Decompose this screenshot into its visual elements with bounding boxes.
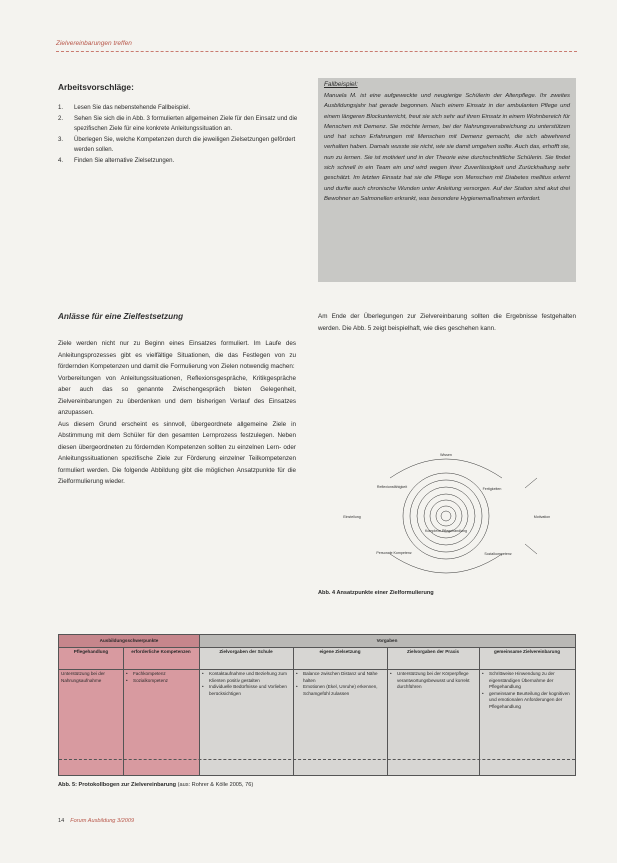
column-header: Zielvorgaben der Praxis xyxy=(387,647,479,669)
figure-5-caption: Abb. 5: Protokollbogen zur Zielvereinbarung (aus: Rohrer & Kölle 2005, 76) xyxy=(58,782,254,788)
diagram-label-lower-right: Sozialkompetenz xyxy=(484,552,512,556)
diagram-label-upper-left: Reflexionsfähigkeit xyxy=(376,485,408,489)
paragraph: Aus diesem Grund erscheint es sinnvoll, übergeordnete allgemeine Ziele in Abstimmung mit dem Schüler für den gesamten Lernprozess festzulegen. Neben diesen übergeordneten zu fördernden Kompetenzen sollten zu einzelnen Lern- oder Anleitungssituationen spezifische Ziele zur Förderung einzelner Teilkompetenzen formuliert werden. Die folgende Abbildung gibt die möglichen Ansatzpunkte für die Zielformulierung wieder. xyxy=(58,420,296,485)
table-cell: • Unterstützung bei der Körperpflege verantwortungsbewusst und korrekt durchführen xyxy=(387,669,479,775)
diagram-label-lower-left: Personale Kompetenz xyxy=(376,551,412,555)
figure-4-caption: Abb. 4 Ansatzpunkte einer Zielformulierung xyxy=(318,590,434,596)
right-column-text: Am Ende der Überlegungen zur Zielvereinbarung sollten die Ergebnisse festgehalten werden. Die Abb. 5 zeigt beispielhaft, wie dies geschehen kann. xyxy=(318,313,576,332)
table-group-header: Vorgaben xyxy=(199,635,575,647)
diagram-label-top: Wissen xyxy=(440,453,452,457)
diagram-label-left: Einstellung xyxy=(343,515,361,519)
section-heading: Anlässe für eine Zielfestsetzung xyxy=(58,312,184,321)
column-header: Pflegehandlung xyxy=(59,647,123,669)
grid-line xyxy=(59,669,575,670)
case-study-box xyxy=(318,78,576,282)
task-item: 2. Sehen Sie sich die in Abb. 3 formulierten allgemeinen Ziele für den Einsatz und die spezifischen Ziele für eine konkrete Anleitungssituation an. xyxy=(58,114,298,132)
grid-line xyxy=(387,647,388,775)
table-group-header: Ausbildungsschwerpunkte xyxy=(59,635,199,647)
diagram-label-right: Motivation xyxy=(533,515,551,519)
grid-line xyxy=(479,647,480,775)
journal-name: Forum Ausbildung 3/2009 xyxy=(70,818,135,824)
paragraph: Vorbereitungen von Anleitungssituationen, Reflexionsgespräche, Kritikgespräche aber auch das so genannte Zwischengespräch bieten Gelegenheit, Zielvereinbarungen zu überdenken und dem bisherigen Verlauf des Einsatzes anzupassen. xyxy=(58,374,296,416)
task-item: 4. Finden Sie alternative Zielsetzungen. xyxy=(58,156,175,164)
task-item: 3. Überlegen Sie, welche Kompetenzen durch die jeweiligen Zielsetzungen gefördert werden sollen. xyxy=(58,135,296,153)
running-head: Zielvereinbarungen treffen xyxy=(56,40,132,47)
table-cell: • Fachkompetenz • Sozialkompetenz xyxy=(123,669,199,775)
column-header: Zielvorgaben der Schule xyxy=(199,647,293,669)
case-study-text: Manuela M. ist eine aufgeweckte und neugierige Schülerin der Altenpflege. Ihr zweites Ausbildungsjahr hat gerade begonnen. Nach einem Einsatz in der ambulanten Pflege und einem längeren Blockunterricht, freut sie sich sehr auf ihren Einsatz in einem Wohnbereich für Menschen mit Demenz. Sie möchte lernen, bei der Nahrungsverabreichung zu unterstützen und hat schon Erfahrungen mit Menschen mit Demenz gemacht, die sich abwehrend verhalten haben. Damals wusste sie nicht, wie sie damit umgehen sollte. Auch das, erhofft sie, nun zu lernen. Sie ist motiviert und in der Theorie eine durchschnittliche Schülerin. Sie findet sich schnell in ein Team ein und wird wegen ihrer Zuverlässigkeit und Zurückhaltung sehr geschätzt. Im letzten Einsatz hat sie die Pflege von Menschen mit Diabetes mellitus erlernt und durfte auch chronische Wunden unter Anleitung versorgen. Auf der Station sind akut drei Bewohner an Salmonellen erkrankt, was besondere Hygienemaßnahmen erfordert. xyxy=(324,93,571,202)
tasks-heading: Arbeitsvorschläge: xyxy=(58,82,134,92)
table-cell: • Balance zwischen Distanz und Nähe halten • Emotionen (Ekel, Unruhe) erkennen, Schamgefühl zulassen xyxy=(293,669,387,775)
page-footer xyxy=(58,818,134,824)
grid-line xyxy=(123,647,124,775)
column-header: gemeinsame Zielvereinbarung xyxy=(479,647,575,669)
left-column-text xyxy=(58,338,296,488)
case-study-title: Fallbeispiel: xyxy=(324,81,358,88)
paragraph: Ziele werden nicht nur zu Beginn eines Einsatzes formuliert. Im Laufe des Anleitungsprozesses gibt es vielfältige Situationen, die das Festlegen von zu fördernden Kompetenzen und damit die Formulierung von Zielen notwendig machen: xyxy=(58,340,296,370)
competence-diagram xyxy=(330,448,564,578)
grid-line xyxy=(199,635,200,775)
diagram-label-upper-right: Fertigkeiten xyxy=(482,487,502,491)
grid-line xyxy=(293,647,294,775)
table-cell: • Kontaktaufnahme und Beziehung zum Klienten positiv gestalten • Individuelle Bedürfnisse und Vorlieben berücksichtigen xyxy=(199,669,293,775)
grid-line xyxy=(59,647,575,648)
table-cell: • Schrittweise Hinwendung zu der eigenständigen Übernahme der Pflegehandlung • gemeinsame Beurteilung der kognitiven und emotionalen Anforderungen der Pflegehandlung xyxy=(479,669,575,775)
column-header: eigene Zielsetzung xyxy=(293,647,387,669)
page-number: 14 xyxy=(58,818,65,824)
task-item: 1. Lesen Sie das nebenstehende Fallbeispiel. xyxy=(58,104,191,111)
header-rule xyxy=(56,51,577,52)
column-header: erforderliche Kompetenzen xyxy=(123,647,199,669)
table-cell: Unterstützung bei der Nahrungsaufnahme xyxy=(59,669,123,775)
grid-line xyxy=(59,759,575,760)
tasks-list xyxy=(58,103,298,166)
goal-agreement-table xyxy=(58,634,576,776)
diagram-label-center: Komplexe Pflegehandlung xyxy=(425,529,467,533)
